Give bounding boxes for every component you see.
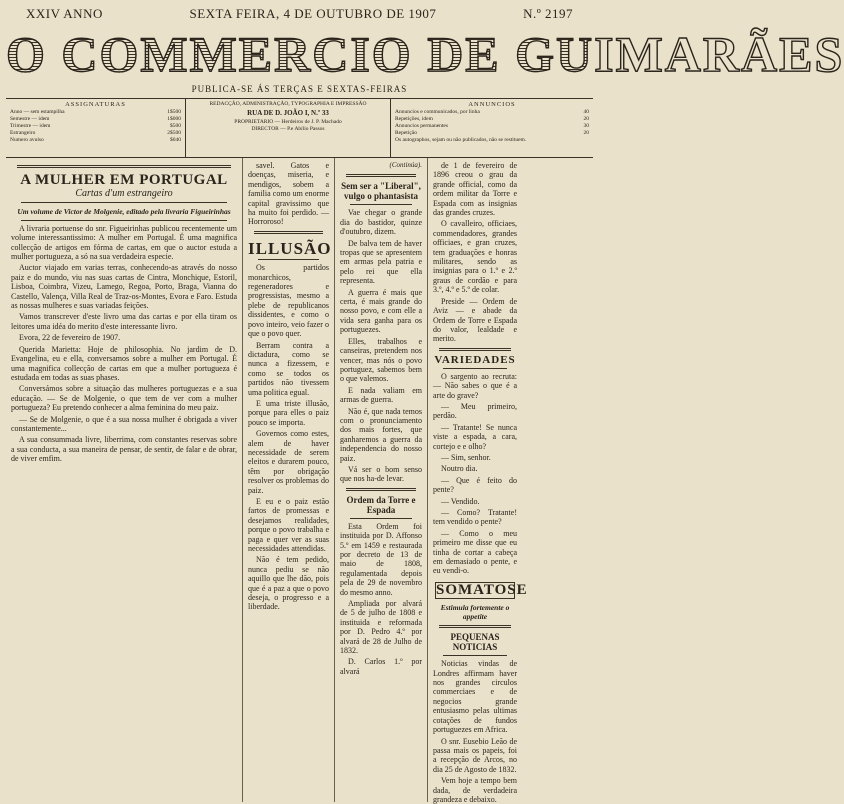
article-headline: A MULHER EM PORTUGAL <box>20 172 228 188</box>
editorial-title: REDACÇÃO, ADMINISTRAÇÃO, TYPOGRAPHIA E IMPRESSÃO <box>209 101 367 107</box>
paragraph: Ampliada por alvará de 5 de julho de 1808 e instituida e reformada por D. Pedro 4.º por alvará de 28 de Julho de 1832. <box>340 599 422 656</box>
ads-box <box>391 99 593 157</box>
columns <box>6 158 593 802</box>
editorial-box <box>186 99 391 157</box>
paragraph: Evora, 22 de fevereiro de 1907. <box>19 333 121 343</box>
divider <box>346 488 416 491</box>
paragraph: — Meu primeiro, perdão. <box>433 401 517 421</box>
divider <box>17 165 231 168</box>
section-title: VARIEDADES <box>434 353 516 366</box>
paragraph: A guerra é mais que certa, é mais grande do nosso povo, e com elle a vida sera ganha para os portuguezes. <box>340 287 422 335</box>
paragraph: Governos como estes, alem de haver necessidade de serem eleitos e durarem pouco, têm por obrigação resolver os problemas do paiz. <box>248 429 329 495</box>
ads-note: Os autographos, sejam ou não publicados, não se restituem. <box>395 137 527 143</box>
paragraph: Noutro dia. <box>441 464 478 474</box>
subscriptions-title: ASSIGNATURAS <box>65 101 126 108</box>
paragraph: Elles, trabalhos e canseiras, pretendem nos vencer, mas nós o povo portuguez, sabemos bem o que valemos. <box>340 336 422 384</box>
paragraph: D. Carlos 1.º por alvará <box>340 657 422 676</box>
paragraph: — Como o meu primeiro me disse que eu tinha de cortar a cabeça em demasiado o pente, e eu vendi-o. <box>433 528 517 576</box>
column-1 <box>6 158 243 802</box>
column-4 <box>428 158 528 804</box>
subscription-row: Anno — sem estampilha 1$500 <box>10 109 181 115</box>
ads-title: ANNUNCIOS <box>468 101 516 108</box>
article-subheadline: Cartas d'um estrangeiro <box>75 188 173 200</box>
subscription-row: Estrangeiro 2$500 <box>10 130 181 136</box>
paragraph: O snr. Eusebio Leão de passa mais os papeis, foi a recepção de Arcos, no dia 25 de Agosto de 1832. <box>433 736 517 774</box>
divider <box>439 348 511 351</box>
paragraph: — Vendido. <box>441 496 480 506</box>
subscription-row: Numero avulso $040 <box>10 137 181 143</box>
divider <box>254 231 323 234</box>
section-title: PEQUENAS NOTICIAS <box>450 632 500 653</box>
paragraph: Não é tem pedido, nunca pediu se não aquillo que lhe dão, pois que é a paz a que o povo deseja, o progresso e a liberdade. <box>248 555 329 612</box>
divider <box>21 220 227 221</box>
article-byline: Um volume de Victor de Molgenie, editado pela livraria Figueirinhas <box>17 206 231 216</box>
paragraph: Querida Marietta: Hoje de philosophia. No jardim de D. Evangelina, eu e ella, conversamos sobre a mulher em Portugal. É uma magnifica collecção de cartas em que a mulher portugueza é estudada em todas as suas phases. <box>11 344 237 382</box>
subscription-row: Trimestre — idem $500 <box>10 123 181 129</box>
paragraph: Preside — Ordem de Aviz — e abade da Ordem de Torre e Espada do valor, lealdade e merito. <box>433 296 517 344</box>
divider <box>443 368 507 369</box>
paragraph: Auctor viajado em varias terras, conhecendo-as através do nosso paiz e do mundo, viu nas suas cartas de Cintra, Monchique, Estoril, Lisboa, Coimbra, Vizeu, Lamego, Regoa, Porto, Braga, Vianna do Castello, Valença, Villa Real de Traz-os-Montes, Evora e Faro. Estuda as nossas mulheres e suas variadas feições. <box>11 263 237 311</box>
dateline <box>6 0 593 28</box>
paragraph: Conversámos sobre a situação das mulheres portuguezas e a sua educação. — Se de Molgenie, o que tem de ver com a mulher portugueza? Eu pretendo conhecer a alma feminina do meu paiz. <box>11 384 237 413</box>
continued-note: (Continúa). <box>389 161 422 169</box>
paragraph: — Tratante! Se nunca viste a espada, a cara, cortejo e e olho? <box>433 422 517 451</box>
article-headline: ILLUSÃO <box>248 238 332 258</box>
paragraph: Vá ser o bom senso que nos ha-de levar. <box>340 464 422 484</box>
divider <box>350 204 412 205</box>
director-label: DIRECTOR — P.e Abílio Passos <box>251 126 325 132</box>
editorial-address: RUA DE D. JOÃO I, N.º 33 <box>247 109 329 117</box>
paragraph: — Como? Tratante! tem vendido o pente? <box>433 508 517 527</box>
paragraph: Berram contra a dictadura, como se nunca a fizessem, e como se todos os partidos não tivessem uma politica egual. <box>248 340 329 397</box>
subscription-row: Semestre — idem 1$000 <box>10 116 181 122</box>
paragraph: Noticias vindas de Londres affirmam haver nos grandes circulos commerciaes e de negocios grande entusiasmo pelas ultimas cotações de fundos portuguezes em Africa. <box>433 659 517 735</box>
paragraph: — Sim, senhor. <box>441 452 491 462</box>
paragraph: — Se de Molgenie, o que é a sua nossa mulher é obrigada a viver constantemente... <box>11 414 237 433</box>
masthead-title: O COMMERCIO DE GUIMARÃES <box>6 26 844 82</box>
paragraph: E uma triste illusão, porque para elles o paiz pouco se importa. <box>248 398 329 427</box>
article-headline: Sem ser a "Liberal", vulgo o phantasista <box>341 181 421 202</box>
ads-row: Repetição 20 <box>395 130 589 136</box>
paragraph: E eu e o paiz estão fartos de promessas e desejamos realidades, porque o povo trabalha e paga e quer ver as suas necessidades attendidas. <box>248 497 329 554</box>
paragraph: Não é, que nada temos com o pronunciamento dos mais fortes, que ganharemos a guerra da independencia do nosso paiz. <box>340 406 422 463</box>
somatose-ad-title: SOMATOSE <box>436 581 528 598</box>
divider <box>350 518 412 519</box>
divider <box>21 202 227 203</box>
owner-label: PROPRIETARIO — Herdeiros de J. P. Machado <box>234 119 342 125</box>
paragraph: De balva tem de haver tropas que se apresentem em armas pela patria e pelo rei que ella representa. <box>340 238 422 286</box>
paragraph: O sargento ao recruta: — Não sabes o que é a arte do grave? <box>433 371 517 400</box>
paragraph: O cavalleiro, officiaes, commendadores, grandes officiaes, e gran cruzes, tem graduações e honras militares, sendo as insignias para o 1.º e 2.º graus de cordão e para 3.º, 4.º e 5.º de colar. <box>433 219 517 295</box>
divider <box>439 625 511 628</box>
paragraph: Vamos transcrever d'este livro uma das cartas e por ella tiram os leitores uma idéa do merito d'este interessante livro. <box>11 312 237 331</box>
year-label: XXIV ANNO <box>26 6 103 21</box>
divider <box>346 174 416 177</box>
issue-number: N.º 2197 <box>523 6 573 21</box>
paragraph: A livraria portuense do snr. Figueirinhas publicou recentemente um volume interessantissimo: A mulher em Portugal. É uma magnifica collecção de artigos em fórma de cartas, em que o auctor estuda a mulher portugueza, a só na sua verdadeira especie. <box>11 223 237 262</box>
column-2 <box>243 158 335 802</box>
ads-row: Annuncios e communicados, por linha 40 <box>395 109 589 115</box>
paragraph: — Que é feito do pente? <box>433 475 517 495</box>
paragraph: Esta Ordem foi instituida por D. Affonso 5.º em 1459 e restaurada por decreto de 13 de maio de 1808, regulamentada depois pela de 29 de novembro do mesmo anno. <box>340 521 422 597</box>
info-bar <box>6 98 593 158</box>
masthead-subtitle: PUBLICA-SE ÁS TERÇAS E SEXTAS-FEIRAS <box>191 84 408 94</box>
paragraph: savel. Gatos e doenças, miseria, e mendigos, sobem a familia como um enorme capital gravissimo que ha muito foi perdido. — Horroroso! <box>248 161 329 227</box>
article-headline: Ordem da Torre e Espada <box>346 494 416 515</box>
divider <box>443 655 507 656</box>
paragraph: Os partidos monarchicos, regeneradores e progressistas, mesmo a plebe de republicanos dissidentes, e como o povo inteiro, veio fazer o que o povo quer. <box>248 263 329 339</box>
paragraph: Vae chegar o grande dia do bastidor, quinze d'outubro, dizem. <box>340 208 422 237</box>
subscriptions-box <box>6 99 186 157</box>
somatose-ad-tagline: Estimula fortemente o appetite <box>440 603 510 622</box>
paragraph: E nada valiam em armas de guerra. <box>340 385 422 405</box>
paragraph: Vem hoje a tempo bem dada, de verdadeira grandeza e debaixo. <box>433 776 517 804</box>
column-3 <box>335 158 428 802</box>
date-label: SEXTA FEIRA, 4 DE OUTUBRO DE 1907 <box>189 6 437 21</box>
paragraph: de 1 de fevereiro de 1896 creou o grau da grande official, como da ordem militar da Torre e Espada com as insignias das grandes cruzes. <box>433 161 517 218</box>
ads-row: Repetições, idem 20 <box>395 116 589 122</box>
paragraph: A sua consummada livre, liberrima, com constantes reservas sobre a sua conducta, a sua maneira de pensar, de sentir, de falar e de obrar, de viver emfim. <box>11 435 237 464</box>
divider <box>258 259 319 260</box>
ads-row: Annuncios permanentes 30 <box>395 123 589 129</box>
